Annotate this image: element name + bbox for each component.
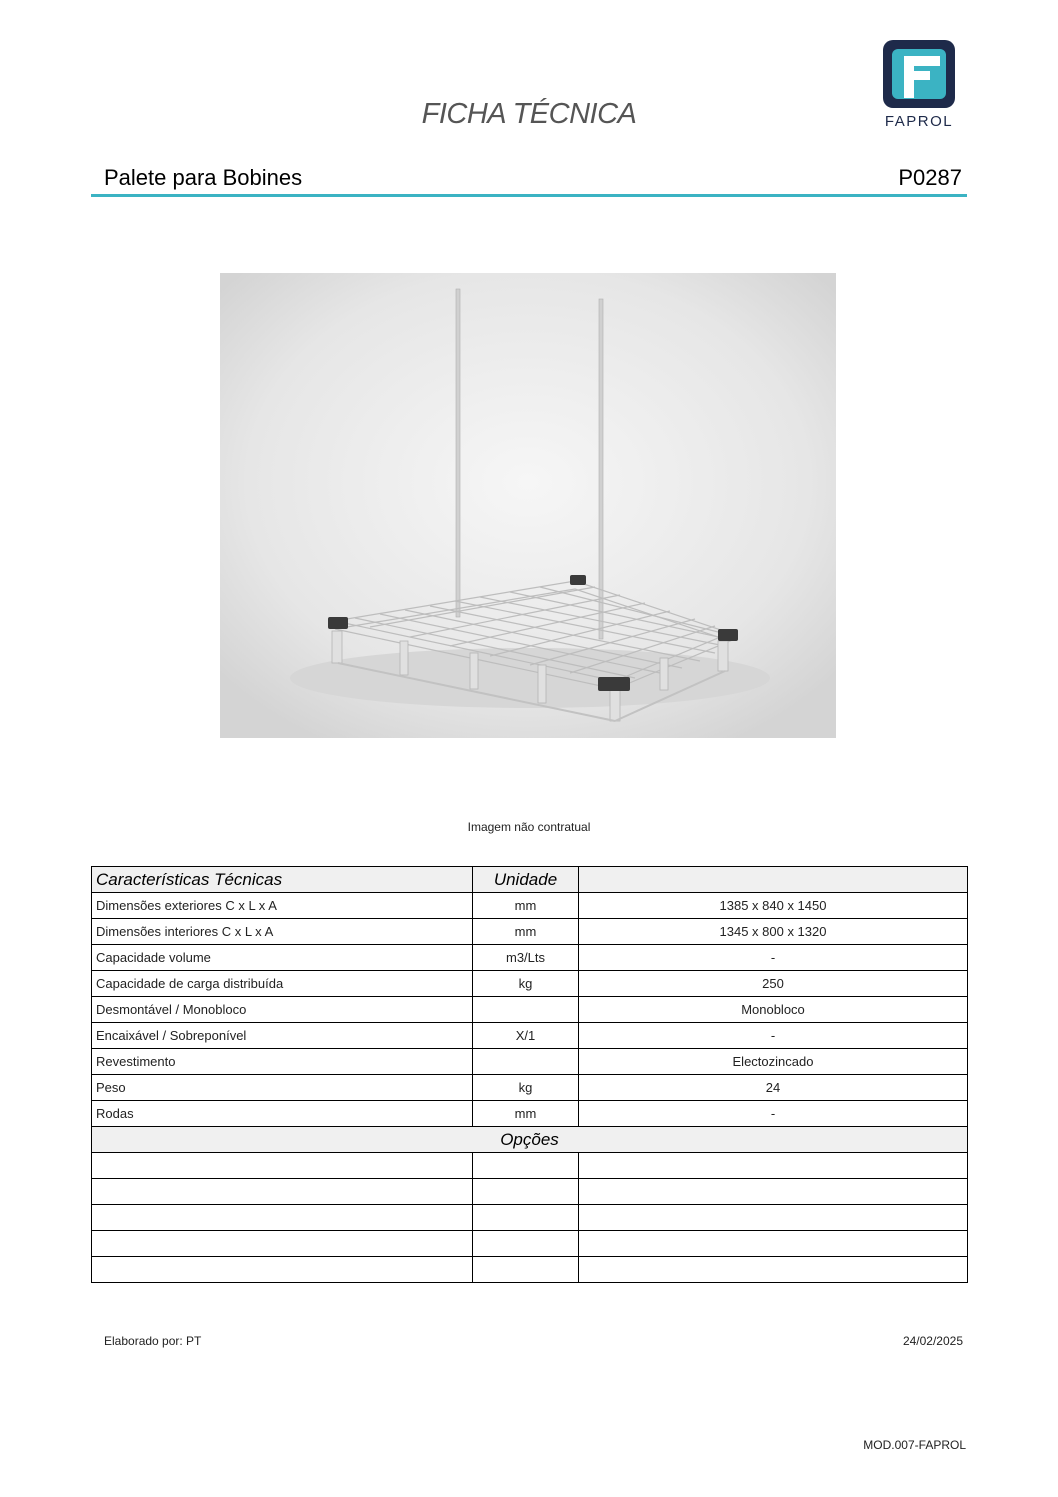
table-row (92, 1049, 968, 1075)
product-code: P0287 (898, 165, 962, 190)
row-label: Dimensões exteriores C x L x A (92, 893, 473, 919)
empty-row (92, 1205, 968, 1231)
row-label: Dimensões interiores C x L x A (92, 919, 473, 945)
row-unit: X/1 (473, 1023, 579, 1049)
product-name: Palete para Bobines (104, 165, 303, 190)
pallet-product-image (220, 273, 836, 738)
row-unit: kg (473, 1075, 579, 1101)
options-header: Opções (92, 1127, 968, 1153)
header-characteristics: Características Técnicas (92, 867, 473, 893)
row-label: Capacidade volume (92, 945, 473, 971)
row-unit (473, 997, 579, 1023)
row-label: Capacidade de carga distribuída (92, 971, 473, 997)
table-header-row (92, 867, 968, 893)
row-unit: mm (473, 1101, 579, 1127)
table-row (92, 1075, 968, 1101)
form-code: MOD.007-FAPROL (863, 1438, 966, 1452)
row-value: Monobloco (579, 997, 968, 1023)
row-unit (473, 1049, 579, 1075)
table-row (92, 893, 968, 919)
row-value: 250 (579, 971, 968, 997)
row-label: Encaixável / Sobreponível (92, 1023, 473, 1049)
spec-table (91, 866, 968, 1283)
row-label: Revestimento (92, 1049, 473, 1075)
row-unit: m3/Lts (473, 945, 579, 971)
table-row (92, 1023, 968, 1049)
table-row (92, 971, 968, 997)
options-header-row (92, 1127, 968, 1153)
row-label: Rodas (92, 1101, 473, 1127)
header-value (579, 867, 968, 893)
row-value: - (579, 1101, 968, 1127)
empty-row (92, 1231, 968, 1257)
document-date: 24/02/2025 (902, 1334, 963, 1348)
row-value: 24 (579, 1075, 968, 1101)
row-unit: kg (473, 971, 579, 997)
row-value: 1385 x 840 x 1450 (579, 893, 968, 919)
header-unit: Unidade (473, 867, 579, 893)
row-label: Peso (92, 1075, 473, 1101)
empty-row (92, 1179, 968, 1205)
row-unit: mm (473, 919, 579, 945)
empty-row (92, 1257, 968, 1283)
row-value: Electozincado (579, 1049, 968, 1075)
image-caption: Imagem não contratual (467, 820, 591, 834)
row-value: - (579, 1023, 968, 1049)
table-row (92, 997, 968, 1023)
empty-row (92, 1153, 968, 1179)
page-title: FICHA TÉCNICA (421, 98, 637, 130)
prepared-by: Elaborado por: PT (104, 1334, 202, 1348)
table-row (92, 945, 968, 971)
table-row (92, 1101, 968, 1127)
row-label: Desmontável / Monobloco (92, 997, 473, 1023)
row-unit: mm (473, 893, 579, 919)
row-value: - (579, 945, 968, 971)
brand-name: FAPROL (884, 113, 954, 130)
header-divider (91, 194, 967, 197)
row-value: 1345 x 800 x 1320 (579, 919, 968, 945)
table-row (92, 919, 968, 945)
